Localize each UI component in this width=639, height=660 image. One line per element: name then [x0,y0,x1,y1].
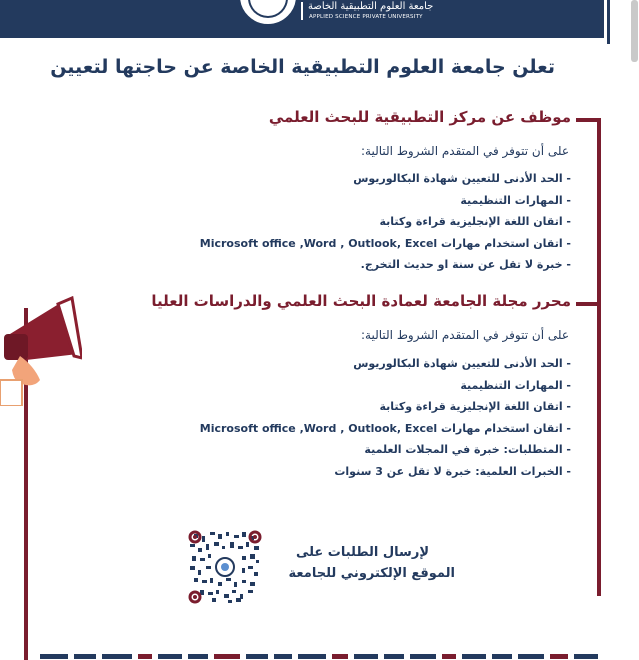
list-item: - الحد الأدنى للتعيين شهادة البكالوريوس [353,172,571,185]
logo-divider [301,2,303,20]
position-1-requirements [200,168,571,276]
right-decorative-rail [597,118,601,596]
partner-logos-strip [40,652,600,660]
list-item: - اتقان استخدام مهارات Microsoft office ,Word , Outlook, Excel [199,236,571,250]
apply-text-line-1: لإرسال الطلبات على [295,545,429,560]
list-item: - اتقان استخدام مهارات Microsoft office ,Word , Outlook, Excel [199,421,571,435]
university-name-arabic: جامعة العلوم التطبيقية الخاصة [308,1,434,12]
list-item: - اتقان اللغة الإنجليزية قراءة وكتابة [379,400,571,414]
list-item: - المهارات التنظيمية [460,193,571,207]
qr-code-icon[interactable] [186,528,264,606]
position-1-title: موظف عن مركز التطبيقية للبحث العلمي [268,108,571,126]
apply-text-line-2: الموقع الإلكتروني للجامعة [288,566,455,581]
position-1-intro: على أن تتوفر في المتقدم الشروط التالية: [360,144,569,158]
list-item: - المتطلبات: خبرة في المجلات العلمية [364,443,571,457]
section-bar-1 [576,118,600,122]
list-item: - خبرة لا تقل عن سنة او حديث التخرج. [360,258,571,272]
scrollbar-thumb[interactable] [631,0,638,62]
position-2-intro: على أن تتوفر في المتقدم الشروط التالية: [360,328,569,342]
university-name-english: APPLIED SCIENCE PRIVATE UNIVERSITY [309,14,423,20]
list-item: - الحد الأدنى للتعيين شهادة البكالوريوس [353,357,571,370]
section-bar-2 [576,302,600,306]
header-accent-line [607,0,610,44]
megaphone-icon [0,296,82,406]
list-item: - الخبرات العلمية: خبرة لا تقل عن 3 سنوات [334,464,571,478]
position-2-title: محرر مجلة الجامعة لعمادة البحث العلمي والدراسات العليا [151,292,571,310]
announcement-title: تعلن جامعة العلوم التطبيقية الخاصة عن حاجتها لتعيين [50,56,555,78]
list-item: - المهارات التنظيمية [460,378,571,392]
list-item: - اتقان اللغة الإنجليزية قراءة وكتابة [379,215,571,229]
position-2-requirements [200,353,571,483]
